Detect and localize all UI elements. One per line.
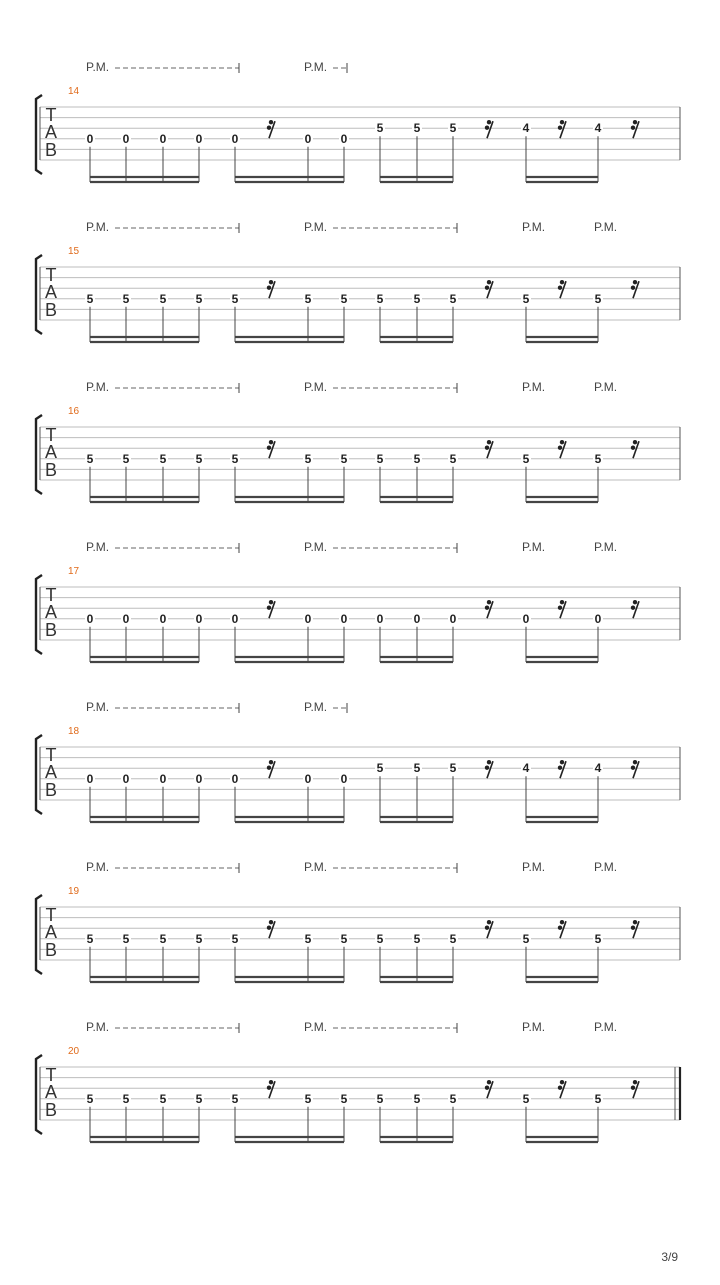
fret-number: 5 — [376, 1091, 384, 1106]
fret-number: 5 — [413, 1091, 421, 1106]
fret-number: 5 — [449, 931, 457, 946]
fret-number: 0 — [86, 131, 94, 146]
rest-flag-dot — [487, 280, 491, 284]
rest-flag-dot — [269, 920, 273, 924]
rest-flag-dot — [558, 926, 562, 930]
palm-mute-label: P.M. — [304, 380, 328, 394]
tab-clef-letter: A — [44, 602, 58, 622]
rest-flag-dot — [633, 920, 637, 924]
measure-number: 20 — [68, 1046, 80, 1057]
rest-flag-dot — [267, 446, 271, 450]
fret-number: 0 — [231, 131, 239, 146]
tab-clef-letter: A — [44, 1082, 58, 1102]
palm-mute-label: P.M. — [522, 380, 546, 394]
palm-mute-label: P.M. — [86, 60, 110, 74]
fret-number: 5 — [449, 451, 457, 466]
fret-number: 0 — [195, 131, 203, 146]
rest-flag-dot — [485, 606, 489, 610]
fret-number: 5 — [340, 451, 348, 466]
fret-number: 5 — [195, 451, 203, 466]
rest-flag-dot — [631, 446, 635, 450]
tab-clef-letter: B — [44, 940, 58, 960]
palm-mute-label: P.M. — [304, 540, 328, 554]
fret-number: 5 — [159, 451, 167, 466]
rest-flag-dot — [487, 920, 491, 924]
measure-number: 19 — [68, 886, 80, 897]
rest-flag-dot — [485, 1086, 489, 1090]
rest-flag-dot — [269, 600, 273, 604]
rest-flag-dot — [267, 766, 271, 770]
rest-flag-dot — [267, 286, 271, 290]
rest-flag-dot — [485, 766, 489, 770]
fret-number: 5 — [122, 1091, 130, 1106]
tab-clef-letter: B — [44, 300, 58, 320]
fret-number: 5 — [86, 451, 94, 466]
fret-number: 5 — [159, 931, 167, 946]
fret-number: 5 — [340, 1091, 348, 1106]
fret-number: 5 — [594, 931, 602, 946]
tab-clef-letter: B — [44, 1100, 58, 1120]
palm-mute-label: P.M. — [304, 60, 328, 74]
fret-number: 0 — [594, 611, 602, 626]
rest-flag-dot — [633, 120, 637, 124]
fret-number: 0 — [159, 611, 167, 626]
rest-flag-dot — [558, 766, 562, 770]
fret-number: 5 — [195, 291, 203, 306]
rest-flag-dot — [558, 286, 562, 290]
fret-number: 5 — [594, 1091, 602, 1106]
palm-mute-label: P.M. — [304, 860, 328, 874]
fret-number: 5 — [376, 121, 384, 136]
rest-flag-dot — [269, 280, 273, 284]
fret-number: 5 — [376, 761, 384, 776]
rest-flag-dot — [487, 600, 491, 604]
rest-flag-dot — [485, 286, 489, 290]
rest-flag-dot — [558, 446, 562, 450]
tab-clef-letter: A — [44, 762, 58, 782]
tab-clef-letter: T — [45, 745, 57, 765]
fret-number: 5 — [449, 121, 457, 136]
palm-mute-label: P.M. — [522, 860, 546, 874]
tab-clef-letter: A — [44, 442, 58, 462]
rest-flag-dot — [269, 1080, 273, 1084]
fret-number: 5 — [522, 1091, 530, 1106]
fret-number: 0 — [195, 611, 203, 626]
rest-flag-dot — [560, 280, 564, 284]
fret-number: 5 — [413, 931, 421, 946]
fret-number: 0 — [304, 771, 312, 786]
tab-clef-letter: T — [45, 905, 57, 925]
tab-clef-letter: T — [45, 1065, 57, 1085]
fret-number: 5 — [522, 291, 530, 306]
fret-number: 5 — [522, 451, 530, 466]
rest-flag-dot — [487, 1080, 491, 1084]
tab-clef-letter: T — [45, 265, 57, 285]
rest-flag-dot — [267, 926, 271, 930]
tab-clef-letter: A — [44, 282, 58, 302]
rest-flag-dot — [633, 280, 637, 284]
fret-number: 0 — [231, 611, 239, 626]
tab-clef-letter: A — [44, 122, 58, 142]
fret-number: 5 — [159, 1091, 167, 1106]
palm-mute-label: P.M. — [86, 220, 110, 234]
measure-number: 16 — [68, 406, 80, 417]
rest-flag-dot — [633, 760, 637, 764]
rest-flag-dot — [487, 440, 491, 444]
fret-number: 5 — [231, 451, 239, 466]
palm-mute-label: P.M. — [86, 860, 110, 874]
fret-number: 0 — [304, 611, 312, 626]
fret-number: 5 — [122, 451, 130, 466]
rest-flag-dot — [633, 440, 637, 444]
tab-system — [36, 700, 680, 822]
palm-mute-label: P.M. — [594, 860, 618, 874]
measure-number: 17 — [68, 566, 80, 577]
fret-number: 0 — [122, 611, 130, 626]
rest-flag-dot — [631, 926, 635, 930]
fret-number: 0 — [340, 611, 348, 626]
rest-flag-dot — [485, 446, 489, 450]
palm-mute-label: P.M. — [304, 700, 328, 714]
fret-number: 0 — [159, 771, 167, 786]
fret-number: 5 — [340, 931, 348, 946]
fret-number: 5 — [122, 931, 130, 946]
palm-mute-label: P.M. — [86, 700, 110, 714]
rest-flag-dot — [267, 1086, 271, 1090]
palm-mute-label: P.M. — [594, 1020, 618, 1034]
palm-mute-label: P.M. — [594, 220, 618, 234]
rest-flag-dot — [631, 126, 635, 130]
fret-number: 4 — [522, 761, 530, 776]
fret-number: 5 — [449, 291, 457, 306]
palm-mute-label: P.M. — [594, 380, 618, 394]
fret-number: 5 — [413, 451, 421, 466]
rest-flag-dot — [269, 760, 273, 764]
tab-clef-letter: T — [45, 105, 57, 125]
rest-flag-dot — [560, 440, 564, 444]
fret-number: 5 — [594, 451, 602, 466]
fret-number: 5 — [413, 761, 421, 776]
measure-number: 18 — [68, 726, 80, 737]
fret-number: 5 — [340, 291, 348, 306]
fret-number: 5 — [304, 451, 312, 466]
fret-number: 0 — [340, 131, 348, 146]
tab-system — [36, 540, 680, 662]
fret-number: 0 — [86, 611, 94, 626]
palm-mute-label: P.M. — [522, 220, 546, 234]
measure-number: 15 — [68, 246, 80, 257]
rest-flag-dot — [558, 606, 562, 610]
rest-flag-dot — [560, 760, 564, 764]
fret-number: 4 — [594, 121, 602, 136]
fret-number: 5 — [159, 291, 167, 306]
rest-flag-dot — [631, 766, 635, 770]
page-number: 3/9 — [661, 1250, 678, 1264]
tab-clef-letter: A — [44, 922, 58, 942]
fret-number: 5 — [231, 931, 239, 946]
fret-number: 5 — [449, 1091, 457, 1106]
rest-flag-dot — [560, 1080, 564, 1084]
fret-number: 5 — [231, 1091, 239, 1106]
rest-flag-dot — [487, 760, 491, 764]
tab-clef-letter: B — [44, 140, 58, 160]
tab-system — [36, 60, 680, 182]
fret-number: 5 — [376, 291, 384, 306]
rest-flag-dot — [485, 926, 489, 930]
fret-number: 0 — [340, 771, 348, 786]
tab-clef-letter: T — [45, 425, 57, 445]
rest-flag-dot — [267, 606, 271, 610]
fret-number: 0 — [304, 131, 312, 146]
palm-mute-label: P.M. — [522, 1020, 546, 1034]
fret-number: 5 — [304, 931, 312, 946]
rest-flag-dot — [485, 126, 489, 130]
fret-number: 0 — [195, 771, 203, 786]
palm-mute-label: P.M. — [304, 1020, 328, 1034]
fret-number: 5 — [304, 291, 312, 306]
fret-number: 5 — [86, 1091, 94, 1106]
palm-mute-label: P.M. — [86, 540, 110, 554]
tab-clef-letter: B — [44, 620, 58, 640]
rest-flag-dot — [631, 606, 635, 610]
rest-flag-dot — [558, 1086, 562, 1090]
rest-flag-dot — [267, 126, 271, 130]
palm-mute-label: P.M. — [86, 1020, 110, 1034]
rest-flag-dot — [560, 120, 564, 124]
tab-clef-letter: B — [44, 460, 58, 480]
palm-mute-label: P.M. — [304, 220, 328, 234]
rest-flag-dot — [633, 1080, 637, 1084]
fret-number: 5 — [86, 931, 94, 946]
fret-number: 4 — [594, 761, 602, 776]
fret-number: 5 — [376, 931, 384, 946]
fret-number: 4 — [522, 121, 530, 136]
fret-number: 5 — [594, 291, 602, 306]
fret-number: 5 — [304, 1091, 312, 1106]
tab-system — [36, 860, 680, 982]
rest-flag-dot — [631, 1086, 635, 1090]
fret-number: 0 — [449, 611, 457, 626]
fret-number: 5 — [376, 451, 384, 466]
rest-flag-dot — [269, 440, 273, 444]
fret-number: 0 — [122, 131, 130, 146]
measure-number: 14 — [68, 86, 80, 97]
rest-flag-dot — [269, 120, 273, 124]
rest-flag-dot — [560, 600, 564, 604]
fret-number: 5 — [413, 291, 421, 306]
fret-number: 0 — [86, 771, 94, 786]
tab-clef-letter: T — [45, 585, 57, 605]
palm-mute-label: P.M. — [522, 540, 546, 554]
fret-number: 5 — [231, 291, 239, 306]
rest-flag-dot — [558, 126, 562, 130]
palm-mute-label: P.M. — [86, 380, 110, 394]
tab-system — [36, 1020, 680, 1142]
fret-number: 0 — [122, 771, 130, 786]
tab-system — [36, 220, 680, 342]
fret-number: 5 — [86, 291, 94, 306]
rest-flag-dot — [560, 920, 564, 924]
fret-number: 5 — [195, 931, 203, 946]
rest-flag-dot — [633, 600, 637, 604]
rest-flag-dot — [631, 286, 635, 290]
fret-number: 5 — [122, 291, 130, 306]
tab-clef-letter: B — [44, 780, 58, 800]
fret-number: 5 — [449, 761, 457, 776]
fret-number: 5 — [413, 121, 421, 136]
fret-number: 0 — [376, 611, 384, 626]
palm-mute-label: P.M. — [594, 540, 618, 554]
tab-system — [36, 380, 680, 502]
fret-number: 5 — [522, 931, 530, 946]
fret-number: 0 — [231, 771, 239, 786]
fret-number: 5 — [195, 1091, 203, 1106]
fret-number: 0 — [159, 131, 167, 146]
fret-number: 0 — [522, 611, 530, 626]
rest-flag-dot — [487, 120, 491, 124]
fret-number: 0 — [413, 611, 421, 626]
